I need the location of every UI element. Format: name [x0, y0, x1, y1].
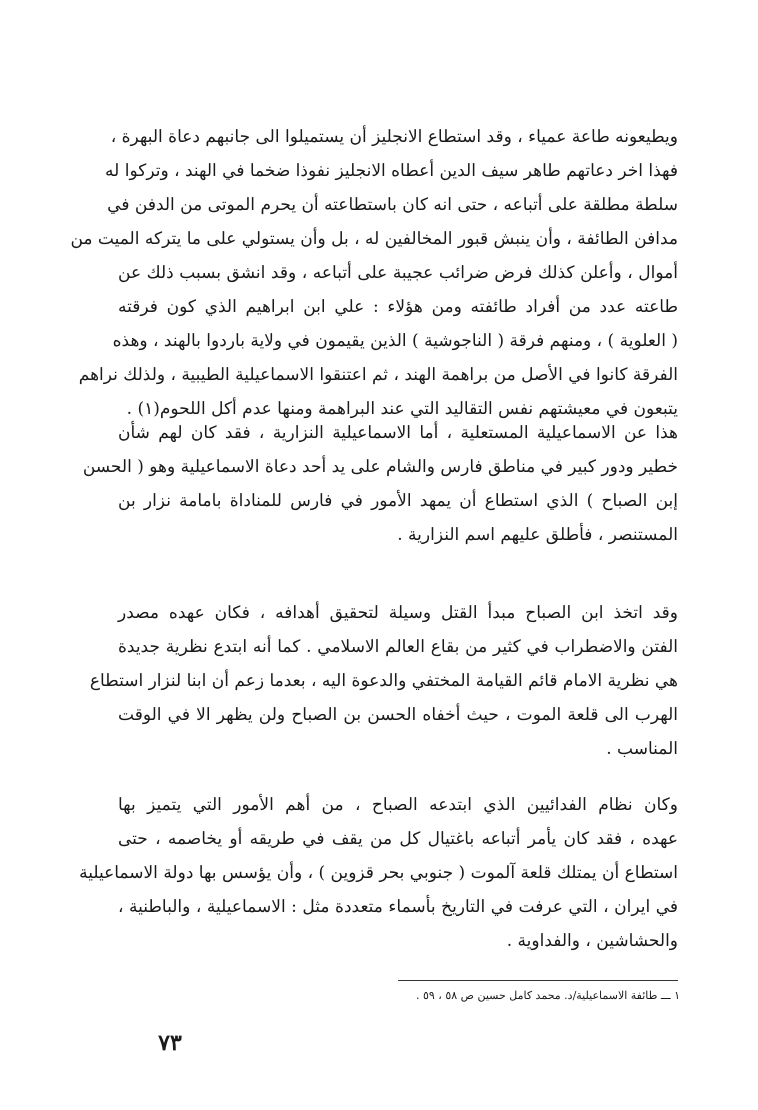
paragraph-line: المستنصر ، فأطلق عليهم اسم النزارية .: [397, 525, 678, 545]
paragraph-line: يتبعون في معيشتهم نفس التقاليد التي عند البراهمة ومنها عدم أكل اللحوم(١) .: [126, 399, 678, 419]
paragraph-line: وكان نظام الفدائيين الذي ابتدعه الصباح ، من أهم الأمور التي يتميز بها: [118, 795, 678, 815]
paragraph-line: فهذا اخر دعاتهم طاهر سيف الدين أعطاه الانجليز نفوذا ضخما في الهند ، وتركوا له: [105, 161, 678, 181]
paragraph-line: طاعته عدد من أفراد طائفته ومن هؤلاء : علي ابن ابراهيم الذي كون فرقته: [118, 297, 678, 317]
paragraph-line: أموال ، وأعلن كذلك فرض ضرائب عجيبة على أتباعه ، وقد انشق بسبب ذلك عن: [118, 263, 678, 283]
paragraph-line: وقد اتخذ ابن الصباح مبدأ القتل وسيلة لتحقيق أهدافه ، فكان عهده مصدر: [118, 603, 678, 623]
paragraph-line: إبن الصباح ) الذي استطاع أن يمهد الأمور في فارس للمناداة بامامة نزار بن: [118, 491, 678, 511]
paragraph-line: ( العلوية ) ، ومنهم فرقة ( الناجوشية ) الذين يقيمون في ولاية باردوا بالهند ، وهذه: [112, 331, 678, 351]
paragraph-line: هي نظرية الامام قائم القيامة المختفي والدعوة اليه ، بعدما زعم أن ابنا لنزار استطاع: [89, 671, 678, 691]
paragraph-line: خطير ودور كبير في مناطق فارس والشام على يد أحد دعاة الاسماعيلية وهو ( الحسن: [82, 457, 678, 477]
paragraph-line: الهرب الى قلعة الموت ، حيث أخفاه الحسن بن الصباح ولن يظهر الا في الوقت: [118, 705, 678, 725]
paragraph-line: المناسب .: [606, 739, 678, 759]
paragraph-line: سلطة مطلقة على أتباعه ، حتى انه كان باستطاعته أن يحرم الموتى من الدفن في: [107, 195, 678, 215]
paragraph-line: في ايران ، التي عرفت في التاريخ بأسماء متعددة مثل : الاسماعيلية ، والباطنية ،: [118, 897, 678, 917]
paragraph-line: استطاع أن يمتلك قلعة آلموت ( جنوبي بحر قزوين ) ، وأن يؤسس بها دولة الاسماعيلية: [79, 863, 678, 883]
paragraph-line: مدافن الطائفة ، وأن ينبش قبور المخالفين له ، بل وأن يستولي على ما يتركه الميت من: [70, 229, 678, 249]
footnote-divider: [398, 980, 678, 981]
paragraph-line: والحشاشين ، والفداوية .: [506, 931, 678, 951]
paragraph-1: [70, 120, 678, 426]
paragraph-4: [79, 788, 678, 958]
paragraph-line: ويطيعونه طاعة عمياء ، وقد استطاع الانجليز أن يستميلوا الى جانبهم دعاة البهرة ،: [110, 127, 678, 147]
paragraph-line: الفرقة كانوا في الأصل من براهمة الهند ، ثم اعتنقوا الاسماعيلية الطيبية ، ولذلك نراهم: [78, 365, 678, 385]
paragraph-2: [82, 416, 678, 552]
paragraph-3: [89, 596, 678, 766]
footnote: ١ ـــ طائفة الاسماعيلية/د. محمد كامل حسين ص ٥٨ ، ٥٩ .: [415, 989, 680, 1002]
paragraph-line: عهده ، فقد كان يأمر أتباعه باغتيال كل من يقف في طريقه أو يخاصمه ، حتى: [118, 829, 678, 849]
page-number: ٧٣: [158, 1030, 182, 1056]
paragraph-line: هذا عن الاسماعيلية المستعلية ، أما الاسماعيلية النزارية ، فقد كان لهم شأن: [118, 423, 678, 443]
paragraph-line: الفتن والاضطراب في كثير من بقاع العالم الاسلامي . كما أنه ابتدع نظرية جديدة: [118, 637, 678, 657]
